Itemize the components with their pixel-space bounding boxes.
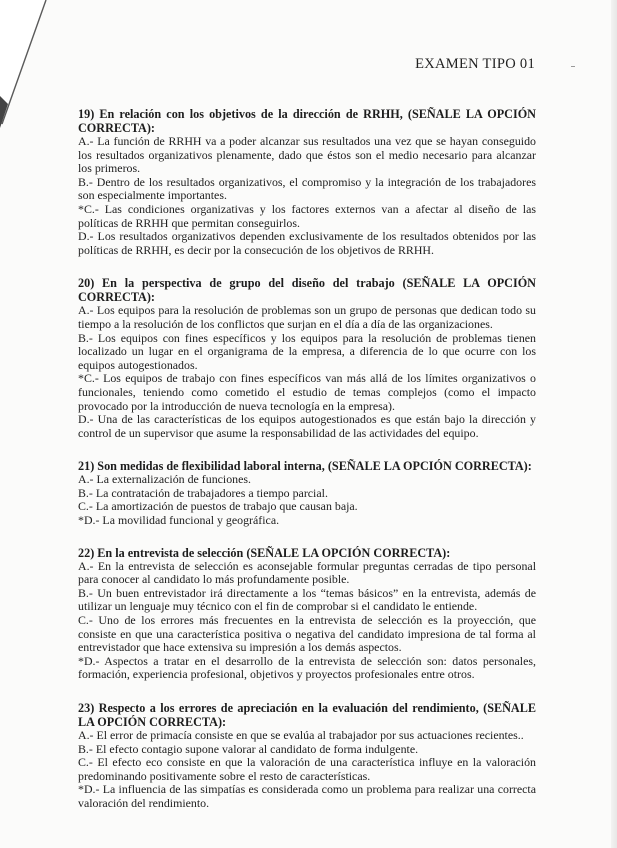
option-a: A.- En la entrevista de selección es aconsejable formular preguntas cerradas de tipo personal para conocer al candidato lo más profundamente posible.: [78, 558, 536, 587]
question-23: [78, 701, 536, 811]
option-a: A.- La externalización de funciones.: [78, 472, 251, 487]
question-title: 20) En la perspectiva de grupo del diseño del trabajo (SEÑALE LA OPCIÓN CORRECTA):: [78, 276, 536, 305]
option-c: C.- El efecto eco consiste en que la valoración de una característica influye en la valoración predominando positivamente sobre el resto de características.: [78, 755, 536, 783]
page-edge-shadow: [611, 0, 617, 848]
option-b: B.- El efecto contagio supone valorar al candidato de forma indulgente.: [78, 741, 419, 756]
option-d: *D.- Aspectos a tratar en el desarrollo de la entrevista de selección son: datos personales, formación, experiencia profesional, objetivos y proyectos profesionales entre otros.: [78, 653, 536, 682]
option-a: A.- Los equipos para la resolución de problemas son un grupo de personas que dedican todo su tiempo a la resolución de los conflictos que surjan en el día a día de las organizaciones.: [78, 303, 536, 331]
question-19: [78, 107, 536, 257]
option-b: B.- Los equipos con fines específicos y los equipos para la resolución de problemas tienen localizado un lugar en el organigrama de la empresa, a diferencia de lo que ocurre con los equipos autogestionados.: [78, 330, 536, 372]
exam-header: EXAMEN TIPO 01: [415, 56, 535, 72]
option-c: *C.- Las condiciones organizativas y los factores externos van a afectar al diseño de las políticas de RRHH que permitan conseguirlos.: [78, 201, 536, 230]
option-b: B.- La contratación de trabajadores a tiempo parcial.: [78, 485, 328, 500]
option-a: A.- La función de RRHH va a poder alcanzar sus resultados una vez que se hayan conseguido los resultados organizativos plenamente, dado que éstos son el medio necesario para alcanzar los primeros.: [78, 134, 536, 176]
option-b: B.- Dentro de los resultados organizativos, el compromiso y la integración de los trabajadores son especialmente importantes.: [78, 174, 536, 203]
question-title: 21) Son medidas de flexibilidad laboral interna, (SEÑALE LA OPCIÓN CORRECTA):: [78, 459, 532, 474]
option-c: C.- Uno de los errores más frecuentes en la entrevista de selección es la proyección, que consiste en que una característica positiva o negativa del candidato impresiona de tal forma al entrevistador que hace extensiva su impresión a los demás aspectos.: [78, 613, 536, 655]
question-title: 23) Respecto a los errores de apreciación en la evaluación del rendimiento, (SEÑALE LA OPCIÓN CORRECTA):: [78, 701, 536, 729]
option-d: *D.- La influencia de las simpatías es considerada como un problema para realizar una correcta valoración del rendimiento.: [78, 782, 536, 810]
question-22: [78, 546, 536, 682]
question-20: [78, 276, 536, 440]
option-b: B.- Un buen entrevistador irá directamente a los “temas básicos” en la entrevista, además de utilizar un lenguaje muy técnico con el fin de comprobar si el candidato le entiende.: [78, 585, 536, 614]
option-a: A.- El error de primacía consiste en que se evalúa al trabajador por sus actuaciones recientes..: [78, 728, 524, 742]
option-c: *C.- Los equipos de trabajo con fines específicos van más allá de los límites organizativos o funcionales, teniendo como cometido el estudio de temas complejos (como el impacto provocado por la introducción de nueva tecnología en la empresa).: [78, 371, 536, 413]
page-fold-shadow: [0, 0, 70, 130]
option-d: D.- Los resultados organizativos dependen exclusivamente de los resultados obtenidos por las políticas de RRHH, es decir por la consecución de los objetivos de RRHH.: [78, 229, 536, 257]
option-c: C.- La amortización de puestos de trabajo que causan baja.: [78, 499, 358, 514]
option-d: *D.- La movilidad funcional y geográfica.: [78, 513, 280, 528]
question-title: 22) En la entrevista de selección (SEÑALE LA OPCIÓN CORRECTA):: [78, 545, 451, 560]
question-title: 19) En relación con los objetivos de la dirección de RRHH, (SEÑALE LA OPCIÓN CORRECTA):: [78, 107, 536, 135]
question-21: [78, 459, 536, 527]
scan-mark: [571, 66, 575, 67]
exam-content: [78, 107, 536, 811]
option-d: D.- Una de las características de los equipos autogestionados es que están bajo la dirección y control de un supervisor que asume la responsabilidad de las actividades del equipo.: [78, 412, 536, 440]
